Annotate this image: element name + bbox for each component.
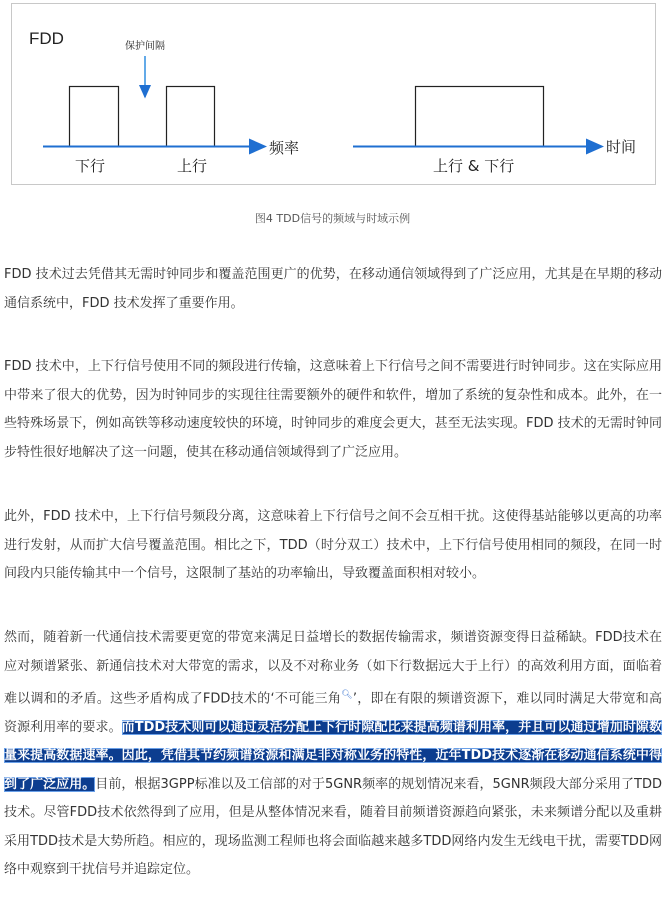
impossible-triangle-term[interactable]: ‘不可能三角: [270, 691, 342, 707]
time-axis-label: 时间: [606, 138, 637, 156]
paragraph-1: FDD 技术过去凭借其无需时钟同步和覆盖范围更广的优势，在移动通信领域得到了广泛应用，尤其是在早期的移动通信系统中，FDD 技术发挥了重要作用。: [4, 267, 662, 311]
fdd-tdd-figure: [11, 3, 656, 185]
downlink-label: 下行: [75, 157, 106, 175]
paragraph-3: 此外，FDD 技术中，上下行信号频段分离，这意味着上下行信号之间不会互相干扰。这使得基站能够以更高的功率进行发射，从而扩大信号覆盖范围。相比之下，TDD（时分双工）技术中，上下行信号使用相同的频段，在同一时间段内只能传输其中一个信号，这限制了基站的功率输出，导致覆盖面积相对较小。: [4, 509, 662, 581]
fdd-label: FDD: [29, 29, 64, 48]
paragraph-4-part-2: ’，即在有限的频谱资源下，难以同时满足大带宽和高资源利用率的要求。: [4, 691, 662, 735]
paragraph-4-part-1: 然而，随着新一代通信技术需要更宽的带宽来满足日益增长的数据传输需求，频谱资源变得日益稀缺。FDD技术在应对频谱紧张、新通信技术对大带宽的需求，以及不对称业务（如下行数据远大于上行）的高效利用方面，面临着难以调和的矛盾。这些矛盾构成了FDD技术的: [4, 630, 662, 707]
uplink-label: 上行: [177, 157, 208, 175]
frequency-axis-label: 频率: [269, 139, 300, 157]
highlighted-text: 而TDD技术则可以通过灵活分配上下行时隙配比来提高频谱利用率，并且可以通过增加时隙数量来提高数据速率。因此，凭借其节约频谱资源和满足非对称业务的特性，近年TDD技术逐渐在移动通信系统中得到了广泛应用。: [4, 719, 662, 792]
figure-diagram: [12, 4, 655, 184]
paragraph-4: [4, 624, 662, 885]
guard-interval-label: 保护间隔: [125, 41, 165, 52]
uplink-downlink-label: 上行 & 下行: [433, 157, 515, 175]
figure-caption: 图4 TDD信号的频域与时域示例: [254, 212, 411, 225]
downlink-block: [70, 87, 119, 147]
paragraph-2: FDD 技术中，上下行信号使用不同的频段进行传输，这意味着上下行信号之间不需要进行时钟同步。这在实际应用中带来了很大的优势，因为时钟同步的实现往往需要额外的硬件和软件，增加了系统的复杂性和成本。此外，在一些特殊场景下，例如高铁等移动速度较快的环境，时钟同步的难度会更大，甚至无法实现。FDD 技术的无需时钟同步特性很好地解决了这一问题，使其在移动通信领域得到了广泛应用。: [4, 359, 662, 460]
tdd-shared-block: [416, 87, 544, 147]
search-icon[interactable]: 🔍︎: [341, 690, 353, 700]
uplink-block: [167, 87, 215, 147]
paragraph-4-part-3: 目前，根据3GPP标准以及工信部的对于5GNR频率的规划情况来看，5GNR频段大部分采用了TDD技术。尽管FDD技术依然得到了应用，但是从整体情况来看，随着目前频谱资源趋向紧张，未来频谱分配以及重耕采用TDD技术是大势所趋。相应的，现场监测工程师也将会面临越来越多TDD网络内发生无线电干扰，需要TDD网络中观察到干扰信号并追踪定位。: [4, 776, 662, 878]
